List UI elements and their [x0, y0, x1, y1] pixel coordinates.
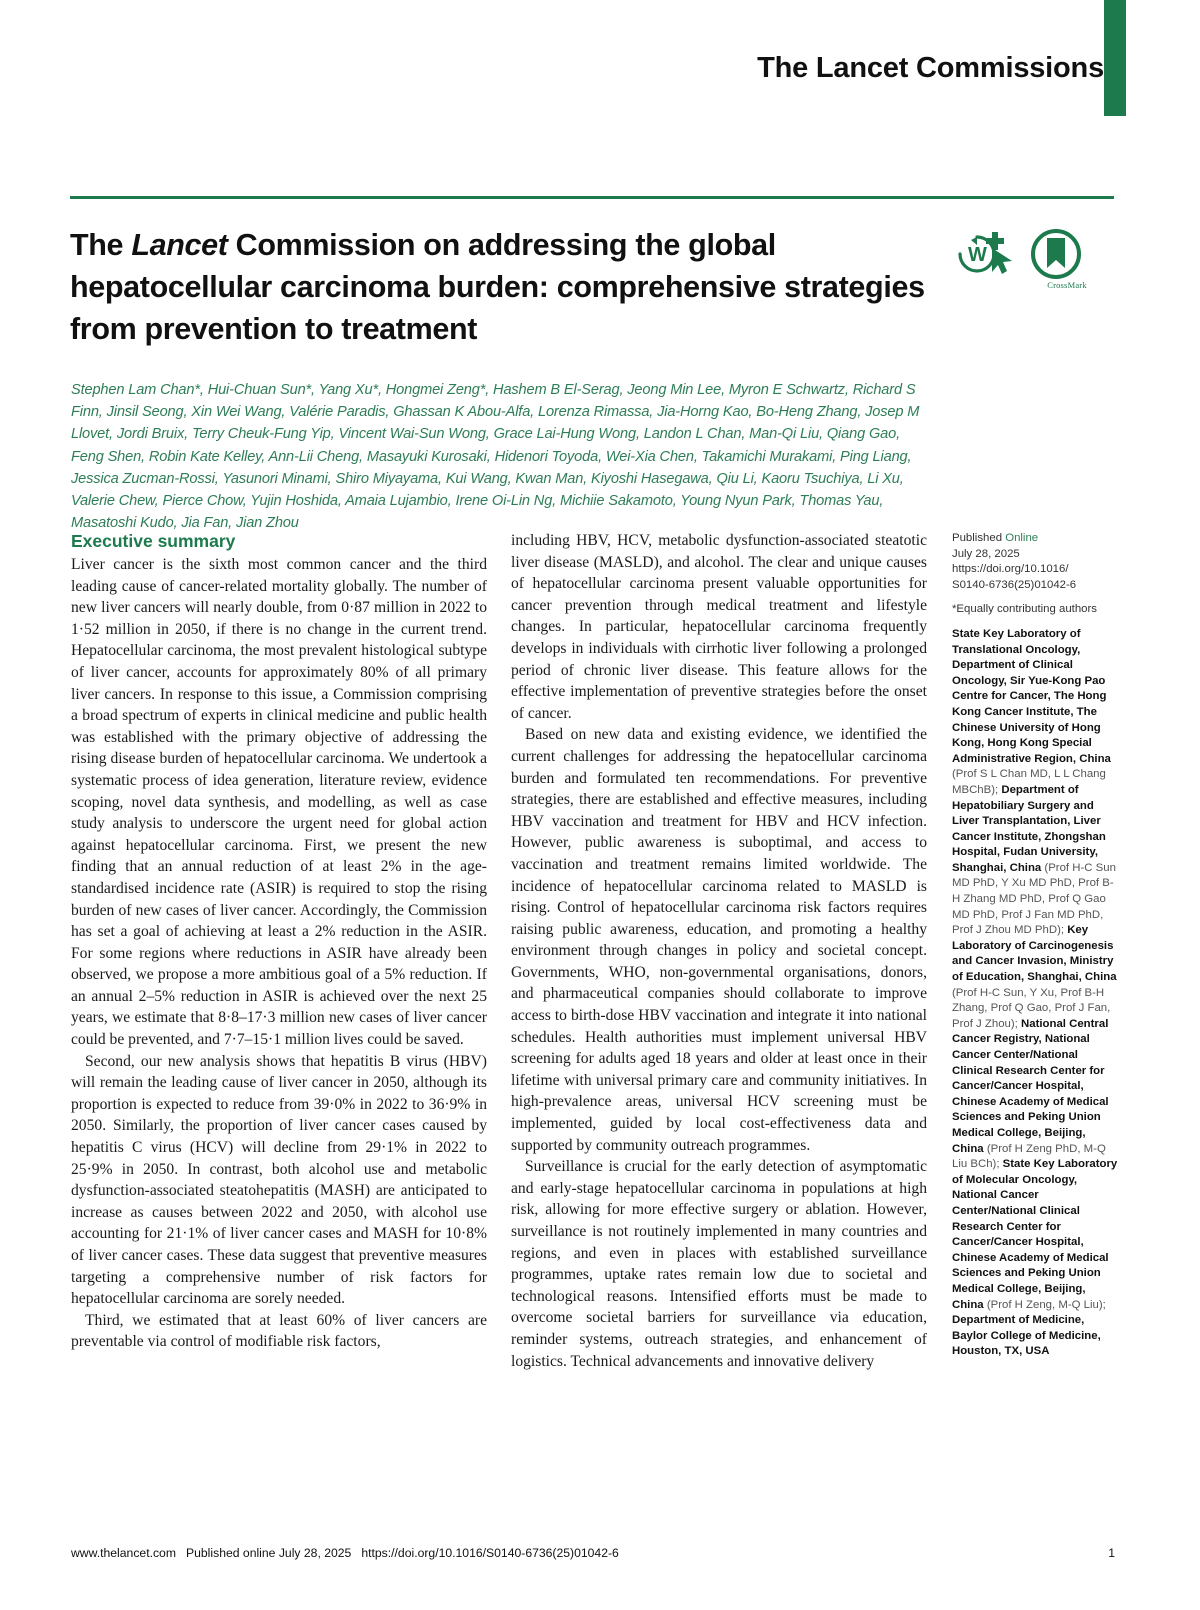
open-access-w-plus-cursor-icon — [952, 228, 1018, 285]
header-accent-bar — [1104, 0, 1126, 116]
page-title — [70, 224, 930, 350]
affiliation-institution: State Key Laboratory of Translational Oncology, Department of Clinical Oncology, Sir Yue-Kong Pao Centre for Cancer, The Hong Kong Cancer Institute, The Chinese University of Hong Kong, Hong Kong Special Administrative Region, China — [952, 627, 1111, 765]
article-badges — [952, 228, 1122, 294]
affiliation-authors: (Prof S L Chan MD, L L Chang MBChB); — [952, 768, 1106, 796]
svg-text:W: W — [968, 244, 987, 266]
paragraph: Based on new data and existing evidence, we identified the current challenges for addressing the hepatocellular carcinoma burden and formulated ten recommendations. For preventive strategies, there are established and effective measures, including HBV vaccination and treatment for HBV and HCV infection. However, public awareness is suboptimal, and access to vaccination and treatment remains limited worldwide. The incidence of hepatocellular carcinoma related to MASLD is rising. Control of hepatocellular carcinoma risk factors requires raising public awareness, education, and promoting a healthy environment through changes in policy and societal concept. Governments, WHO, non-governmental organisations, donors, and pharmaceutical companies should collaborate to improve access to birth-dose HBV vaccination and integrate it into national schedules. Health authorities must implement universal HBV screening for adults aged 18 years and older at least once in their lifetime with universal primary care and community initiatives. In high-prevalence areas, universal HCV screening must be implemented, guided by local cost-effectiveness data and supported by community outreach programmes. — [511, 726, 927, 1154]
footer-left — [71, 1546, 629, 1560]
published-online-word: Online — [1005, 532, 1039, 544]
title-part-1: The — [70, 228, 132, 262]
affiliation-authors: (Prof H-C Sun, Y Xu, Prof B-H Zhang, Prof Q Gao, Prof J Fan, Prof J Zhou); — [952, 986, 1111, 1030]
affiliation-authors: (Prof H-C Sun MD PhD, Y Xu MD PhD, Prof B-H Zhang MD PhD, Prof Q Gao MD PhD, Prof J Fan MD PhD, Prof J Zhou MD PhD); — [952, 861, 1116, 937]
title-journal-italic: Lancet — [131, 228, 228, 262]
section-heading-executive-summary: Executive summary — [71, 531, 236, 551]
footer-doi[interactable]: https://doi.org/10.1016/S0140-6736(25)01042-6 — [361, 1546, 619, 1560]
publication-info — [952, 531, 1120, 593]
affiliation-institution: Department of Hepatobiliary Surgery and Liver Transplantation, Liver Cancer Institute, Zhongshan Hospital, Fudan University, Shanghai, China — [952, 783, 1106, 874]
paragraph: Third, we estimated that at least 60% of liver cancers are preventable via control of modifiable risk factors, — [71, 1311, 487, 1351]
page-number: 1 — [1108, 1546, 1115, 1560]
affiliation-institution: Department of Medicine, Baylor College of Medicine, Houston, TX, USA — [952, 1314, 1101, 1358]
title-part-2: Commission on addressing the global hepatocellular carcinoma burden: comprehensive strategies from prevention to treatment — [70, 228, 925, 346]
published-online-line — [952, 531, 1120, 547]
published-date: July 28, 2025 — [952, 547, 1020, 560]
affiliation-institution: State Key Laboratory of Molecular Oncology, National Cancer Center/National Clinical Research Center for Cancer/Cancer Hospital, Chinese Academy of Medical Sciences and Peking Union Medical College, Beijing, China — [952, 1158, 1118, 1311]
affiliation-institution: National Central Cancer Registry, National Cancer Center/National Clinical Research Center for Cancer/Cancer Hospital, Chinese Academy of Medical Sciences and Peking Union Medical College, Beijing, China — [952, 1017, 1109, 1155]
affiliation-institution: Key Laboratory of Carcinogenesis and Cancer Invasion, Ministry of Education, Shanghai, China — [952, 924, 1117, 984]
article-metadata-sidebar — [952, 531, 1120, 1360]
affiliations-block — [952, 627, 1120, 1360]
affiliation-authors: (Prof H Zeng PhD, M-Q Liu BCh); — [952, 1142, 1106, 1171]
body-column-2 — [511, 530, 927, 1372]
doi-line-1[interactable]: https://doi.org/10.1016/ — [952, 563, 1069, 576]
paragraph: Liver cancer is the sixth most common cancer and the third leading cause of cancer-related mortality globally. The number of new liver cancers will nearly double, from 0·87 million in 2022 to 1·52 million in 2050, if there is no change in the current trend. Hepatocellular carcinoma, the most prevalent histological subtype of liver cancer, accounts for approximately 80% of all primary liver cancers. In response to this issue, a Commission comprising a broad spectrum of experts in clinical medicine and public health was established with the primary objective of addressing the rising disease burden of hepatocellular carcinoma. We undertook a systematic process of idea generation, literature review, evidence scoping, novel data synthesis, and modelling, as well as case study analysis to underscore the urgent need for global action against hepatocellular carcinoma. First, we present the new finding that an annual reduction of at least 2% in the age-standardised incidence rate (ASIR) is required to stop the rising burden of new cases of liver cancer. Accordingly, the Commission has set a goal of achieving at least a 2% reduction in the ASIR. For some regions where reductions in ASIR have already been observed, we propose a more ambitious goal of a 5% reduction. If an annual 2–5% reduction in ASIR is achieved over the next 25 years, we estimate that 8·8–17·3 million new cases of liver cancer could be prevented, and 7·7–15·1 million lives could be saved. — [71, 556, 487, 1049]
doi-line-2[interactable]: S0140-6736(25)01042-6 — [952, 578, 1077, 591]
crossmark-icon — [1030, 228, 1082, 285]
page-footer — [71, 1546, 1115, 1560]
paragraph: including HBV, HCV, metabolic dysfunction-associated steatotic liver disease (MASLD), and alcohol. The clear and unique causes of hepatocellular carcinoma present valuable opportunities for cancer prevention through medical treatment and lifestyle changes. In particular, hepatocellular carcinoma frequently develops in individuals with cirrhotic liver following a prolonged period of chronic liver disease. This feature allows for the effective implementation of preventive strategies before the onset of cancer. — [511, 532, 927, 722]
footer-site-url[interactable]: www.thelancet.com — [71, 1546, 176, 1560]
published-label: Published — [952, 532, 1006, 544]
journal-section-title: The Lancet Commissions — [757, 52, 1104, 84]
paragraph: Second, our new analysis shows that hepatitis B virus (HBV) will remain the leading cause of liver cancer in 2050, although its proportion is expected to reduce from 39·0% in 2022 to 36·9% in 2050. Similarly, the proportion of liver cancer cases caused by hepatitis C virus (HCV) will decline from 29·1% in 2022 to 25·9% in 2050. In contrast, both alcohol use and metabolic dysfunction-associated steatohepatitis (MASH) are anticipated to increase as causes between 2022 and 2050, with alcohol use accounting for 21·1% of liver cancer cases and MASH for 10·8% of liver cancer cases. These data suggest that preventive measures targeting a comprehensive number of risk factors for hepatocellular carcinoma are sorely needed. — [71, 1052, 487, 1308]
crossmark-label: CrossMark — [1047, 280, 1087, 290]
body-column-1 — [71, 530, 487, 1353]
author-list: Stephen Lam Chan*, Hui-Chuan Sun*, Yang Xu*, Hongmei Zeng*, Hashem B El-Serag, Jeong Min Lee, Myron E Schwartz, Richard S Finn, Jinsil Seong, Xin Wei Wang, Valérie Paradis, Ghassan K Abou-Alfa, Lorenza Rimassa, Jia-Horng Kao, Bo-Heng Zhang, Josep M Llovet, Jordi Bruix, Terry Cheuk-Fung Yip, Vincent Wai-Sun Wong, Grace Lai-Hung Wong, Landon L Chan, Man-Qi Liu, Qiang Gao, Feng Shen, Robin Kate Kelley, Ann-Lii Cheng, Masayuki Kurosaki, Hidenori Toyoda, Wei-Xia Chen, Takamichi Murakami, Ping Liang, Jessica Zucman-Rossi, Yasunori Minami, Shiro Miyayama, Kui Wang, Kwan Man, Kiyoshi Hasegawa, Qiu Li, Kaoru Tsuchiya, Li Xu, Valerie Chew, Pierce Chow, Yujin Hoshida, Amaia Lujambio, Irene Oi-Lin Ng, Michiie Sakamoto, Young Nyun Park, Thomas Yau, Masatoshi Kudo, Jia Fan, Jian Zhou — [71, 382, 920, 532]
affiliation-authors: (Prof H Zeng, M-Q Liu); — [983, 1298, 1106, 1311]
equal-contribution-note: *Equally contributing authors — [952, 603, 1098, 616]
paragraph: Surveillance is crucial for the early detection of asymptomatic and early-stage hepatocellular carcinoma in populations at high risk, allowing for more effective surgery or ablation. However, surveillance is not routinely implemented in many countries and regions, and even in places with established surveillance programmes, uptake rates remain low due to societal and technological reasons. Intensified efforts must be made to overcome societal barriers for surveillance via education, reminder systems, outreach strategies, and enhancement of logistics. Technical advancements and innovative delivery — [511, 1158, 927, 1370]
footer-published: Published online July 28, 2025 — [186, 1546, 352, 1560]
header-divider-rule — [70, 196, 1114, 199]
